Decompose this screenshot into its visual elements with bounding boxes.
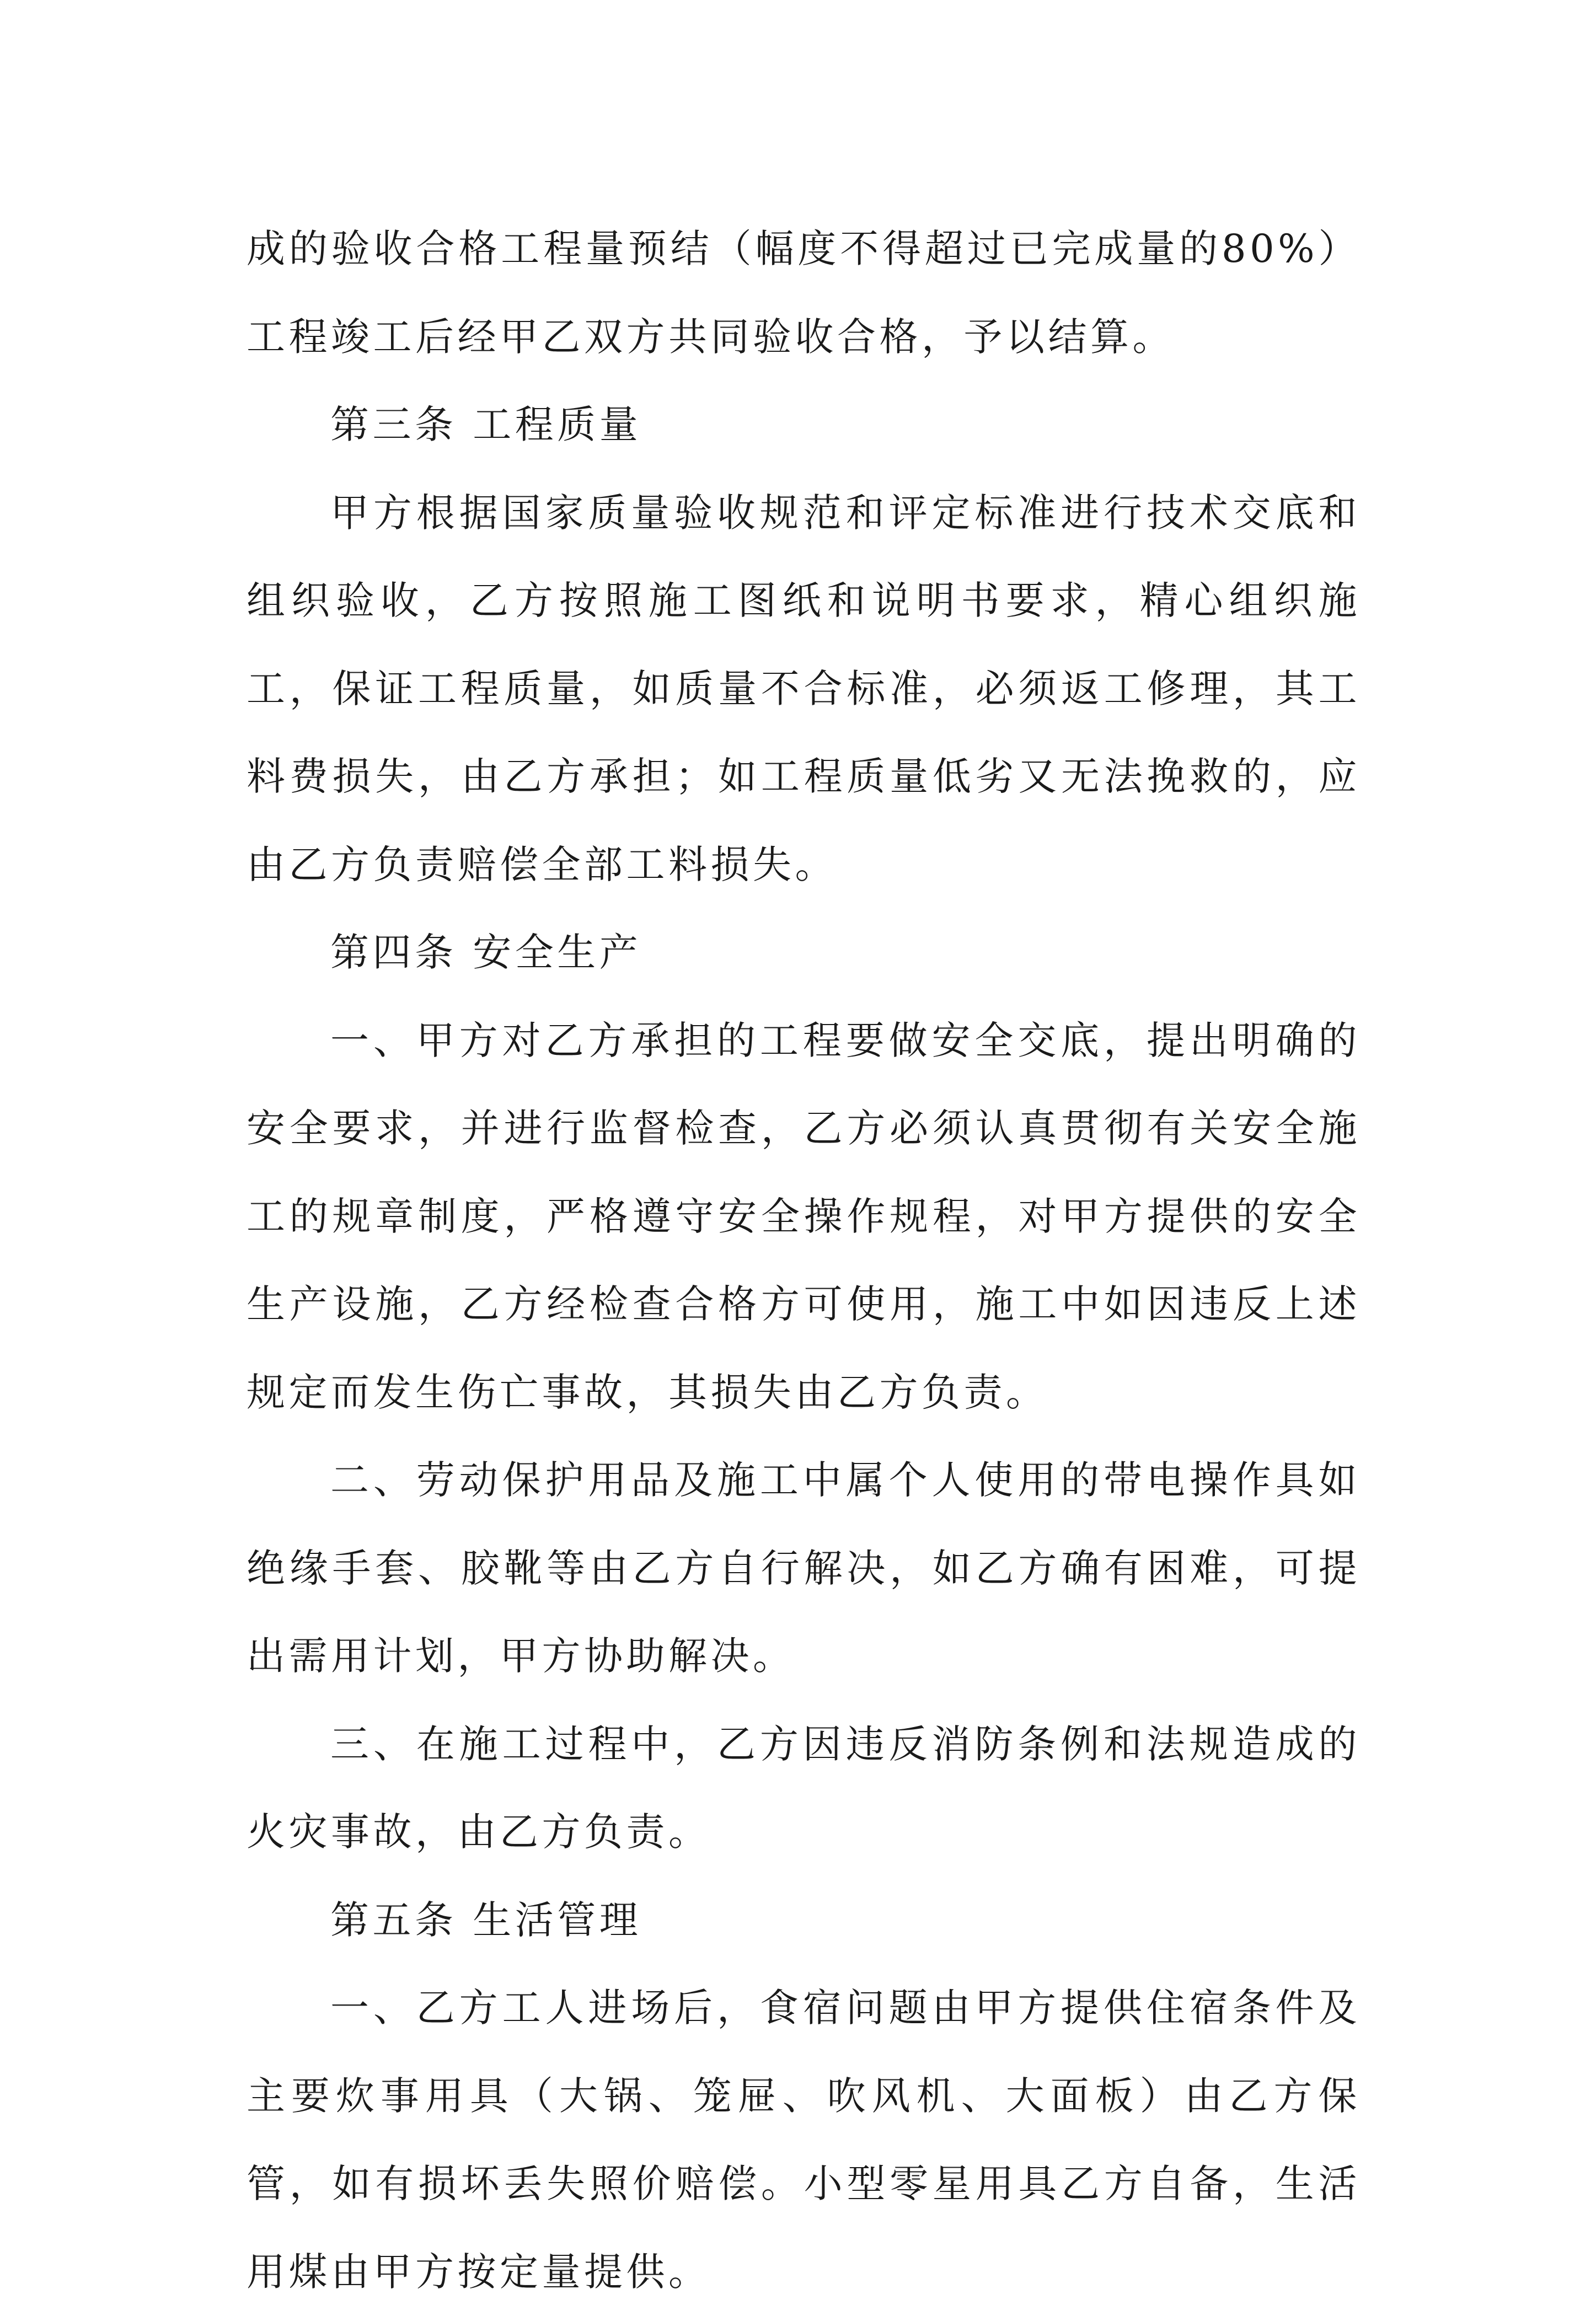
paragraph-safety-3: 三、在施工过程中，乙方因违反消防条例和法规造成的火灾事故，由乙方负责。 (247, 1721, 1361, 1854)
section-heading-article-4: 第四条 安全生产 (330, 930, 642, 975)
paragraph-continuation: 成的验收合格工程量预结（幅度不得超过已完成量的80%）工程竣工后经甲乙双方共同验收合格，予以结算。 (247, 226, 1361, 360)
section-heading-article-3: 第三条 工程质量 (330, 402, 642, 447)
paragraph-safety-1: 一、甲方对乙方承担的工程要做安全交底，提出明确的安全要求，并进行监督检查，乙方必须认真贯彻有关安全施工的规章制度，严格遵守安全操作规程，对甲方提供的安全生产设施，乙方经检查合格方可使用，施工中如因违反上述规定而发生伤亡事故，其损失由乙方负责。 (247, 1017, 1361, 1415)
document-body (247, 205, 1361, 2316)
paragraph-living-1: 一、乙方工人进场后，食宿问题由甲方提供住宿条件及主要炊事用具（大锅、笼屉、吹风机、大面板）由乙方保管，如有损坏丢失照价赔偿。小型零星用具乙方自备，生活用煤由甲方按定量提供。 (247, 1985, 1361, 2294)
paragraph-quality: 甲方根据国家质量验收规范和评定标准进行技术交底和组织验收，乙方按照施工图纸和说明书要求，精心组织施工，保证工程质量，如质量不合标准，必须返工修理，其工料费损失，由乙方承担；如工程质量低劣又无法挽救的，应由乙方负责赔偿全部工料损失。 (247, 490, 1361, 887)
section-heading-article-5: 第五条 生活管理 (330, 1897, 642, 1943)
paragraph-safety-2: 二、劳动保护用品及施工中属个人使用的带电操作具如绝缘手套、胶靴等由乙方自行解决，如乙方确有困难，可提出需用计划，甲方协助解决。 (247, 1457, 1361, 1679)
